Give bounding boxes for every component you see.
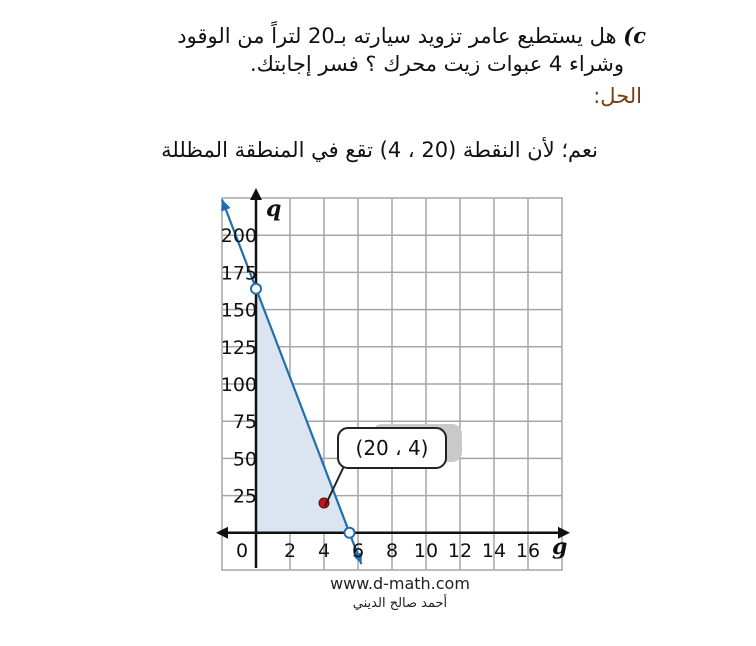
y-axis-arrow bbox=[250, 188, 262, 200]
x-axis-label: g bbox=[552, 533, 568, 560]
point-callout bbox=[325, 424, 462, 506]
x-tick-label: 2 bbox=[283, 539, 297, 562]
question-line-2: وشراء 4 عبوات زيت محرك ؟ فسر إجابتك. bbox=[249, 52, 624, 76]
x-tick-label: 10 bbox=[413, 539, 439, 562]
x-tick-label: 14 bbox=[481, 539, 507, 562]
y-tick-label: 175 bbox=[220, 262, 257, 285]
x-tick-label: 4 bbox=[317, 539, 331, 562]
open-point bbox=[251, 284, 261, 294]
x-tick-label: 16 bbox=[515, 539, 541, 562]
callout-text: (20 ، 4) bbox=[355, 436, 429, 460]
x-tick-label: 6 bbox=[351, 539, 365, 562]
solution-label: الحل: bbox=[593, 84, 642, 108]
x-tick-label: 12 bbox=[447, 539, 473, 562]
y-axis-label: q bbox=[266, 196, 282, 222]
question-line-1: هل يستطيع عامر تزويد سيارته بـ20 لتراً من الوقود bbox=[177, 24, 617, 48]
y-tick-label: 150 bbox=[220, 299, 257, 322]
y-tick-label: 100 bbox=[220, 374, 257, 396]
y-tick-label: 50 bbox=[232, 448, 257, 471]
x-tick-label: 0 bbox=[235, 539, 249, 562]
y-tick-label: 75 bbox=[232, 411, 257, 434]
y-tick-label: 125 bbox=[220, 336, 257, 359]
author-name: أحمد صالح الديني bbox=[352, 596, 448, 611]
y-tick-label: 25 bbox=[232, 485, 257, 508]
site-url: www.d-math.com bbox=[330, 574, 470, 593]
question-label: c) bbox=[623, 23, 646, 48]
open-point bbox=[345, 528, 355, 538]
line-arrow-top bbox=[221, 199, 230, 211]
answer-text: نعم؛ لأن النقطة (20 ، 4) تقع في المنطقة المظللة bbox=[161, 138, 598, 162]
y-tick-label: 200 bbox=[220, 225, 257, 248]
x-tick-label: 8 bbox=[385, 539, 399, 562]
